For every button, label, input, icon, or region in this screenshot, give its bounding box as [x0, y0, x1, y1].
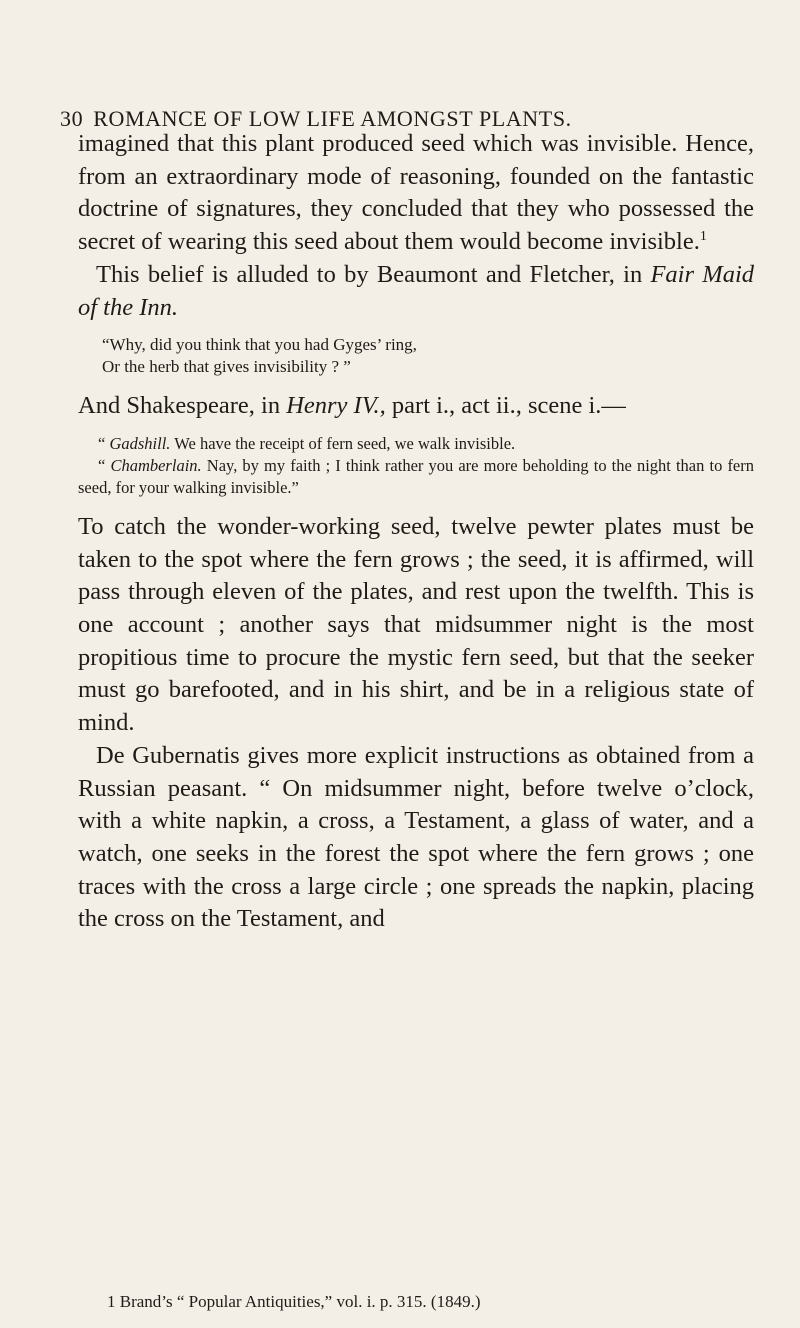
- paragraph-3-lead: And Shakespeare, in: [78, 392, 281, 420]
- paragraph-1: [78, 128, 754, 259]
- verse-line-2: Or the herb that gives invisibility ? ”: [102, 357, 351, 377]
- dialog-line-2: “ Chamberlain. Nay, by my faith ; I think rather you are more beholding to the night than to fern seed, for your walking invisible.”: [78, 455, 755, 497]
- dialog-line-1-text: We have the receipt of fern seed, we walk invisible.: [174, 433, 516, 453]
- paragraph-5: De Gubernatis gives more explicit instructions as obtained from a Russian peasant. “ On midsummer night, before twelve o’clock, with a white napkin, a cross, a Testament, a glass of water, and a watch, one seeks in the forest the spot where the fern grows ; one traces with the cross a large circle ; one spreads the napkin, placing the cross on the Testament, and: [78, 741, 754, 933]
- paragraph-2: [78, 259, 754, 324]
- paragraph-4: To catch the wonder-working seed, twelve pewter plates must be taken to the spot where the fern grows ; the seed, it is affirmed, will pass through eleven of the plates, and rest upon the twelfth. This is one account ; another says that midsummer night is the most propitious time to procure the mystic fern seed, but that the seeker must go barefooted, and in his shirt, and be in a religious state of mind.: [78, 512, 754, 737]
- page-number: 30: [60, 106, 84, 131]
- speaker-gadshill: Gadshill.: [109, 433, 171, 453]
- play-title-fair-maid: Fair Maid of the Inn.: [78, 260, 754, 321]
- speaker-chamberlain: Chamberlain.: [110, 455, 202, 475]
- verse-quote: [78, 334, 754, 378]
- footnote-ref: 1: [699, 228, 707, 244]
- running-title: ROMANCE OF LOW LIFE AMONGST PLANTS.: [93, 106, 572, 131]
- footnote-text: Brand’s “ Popular Antiquities,” vol. i. p. 315. (1849.): [119, 1292, 481, 1311]
- dialog-line-1: “ Gadshill. We have the receipt of fern seed, we walk invisible.: [98, 433, 516, 453]
- dialog-line-2-text: Nay, by my faith ; I think rather you are more beholding to the night than to fern seed, for your walking invisible.”: [78, 455, 755, 497]
- paragraph-1-text: imagined that this plant produced seed which was invisible. Hence, from an extraordinary mode of reasoning, founded on the fantastic doctrine of signatures, they concluded that they who possessed the secret of wearing this seed about them would become invisible.: [78, 130, 754, 256]
- play-title-henry-iv: Henry IV.,: [286, 392, 386, 420]
- paragraph-3-tail: part i., act ii., scene i.—: [391, 392, 626, 420]
- body-text: [78, 128, 754, 936]
- footnote: [107, 1292, 787, 1312]
- paragraph-3: [78, 390, 754, 423]
- paragraph-2-lead: This belief is alluded to by Beaumont and Fletcher, in: [96, 260, 643, 288]
- footnote-marker: 1: [107, 1292, 116, 1311]
- dialog-quote: [78, 433, 754, 499]
- verse-line-1: “Why, did you think that you had Gyges’ ring,: [102, 335, 417, 355]
